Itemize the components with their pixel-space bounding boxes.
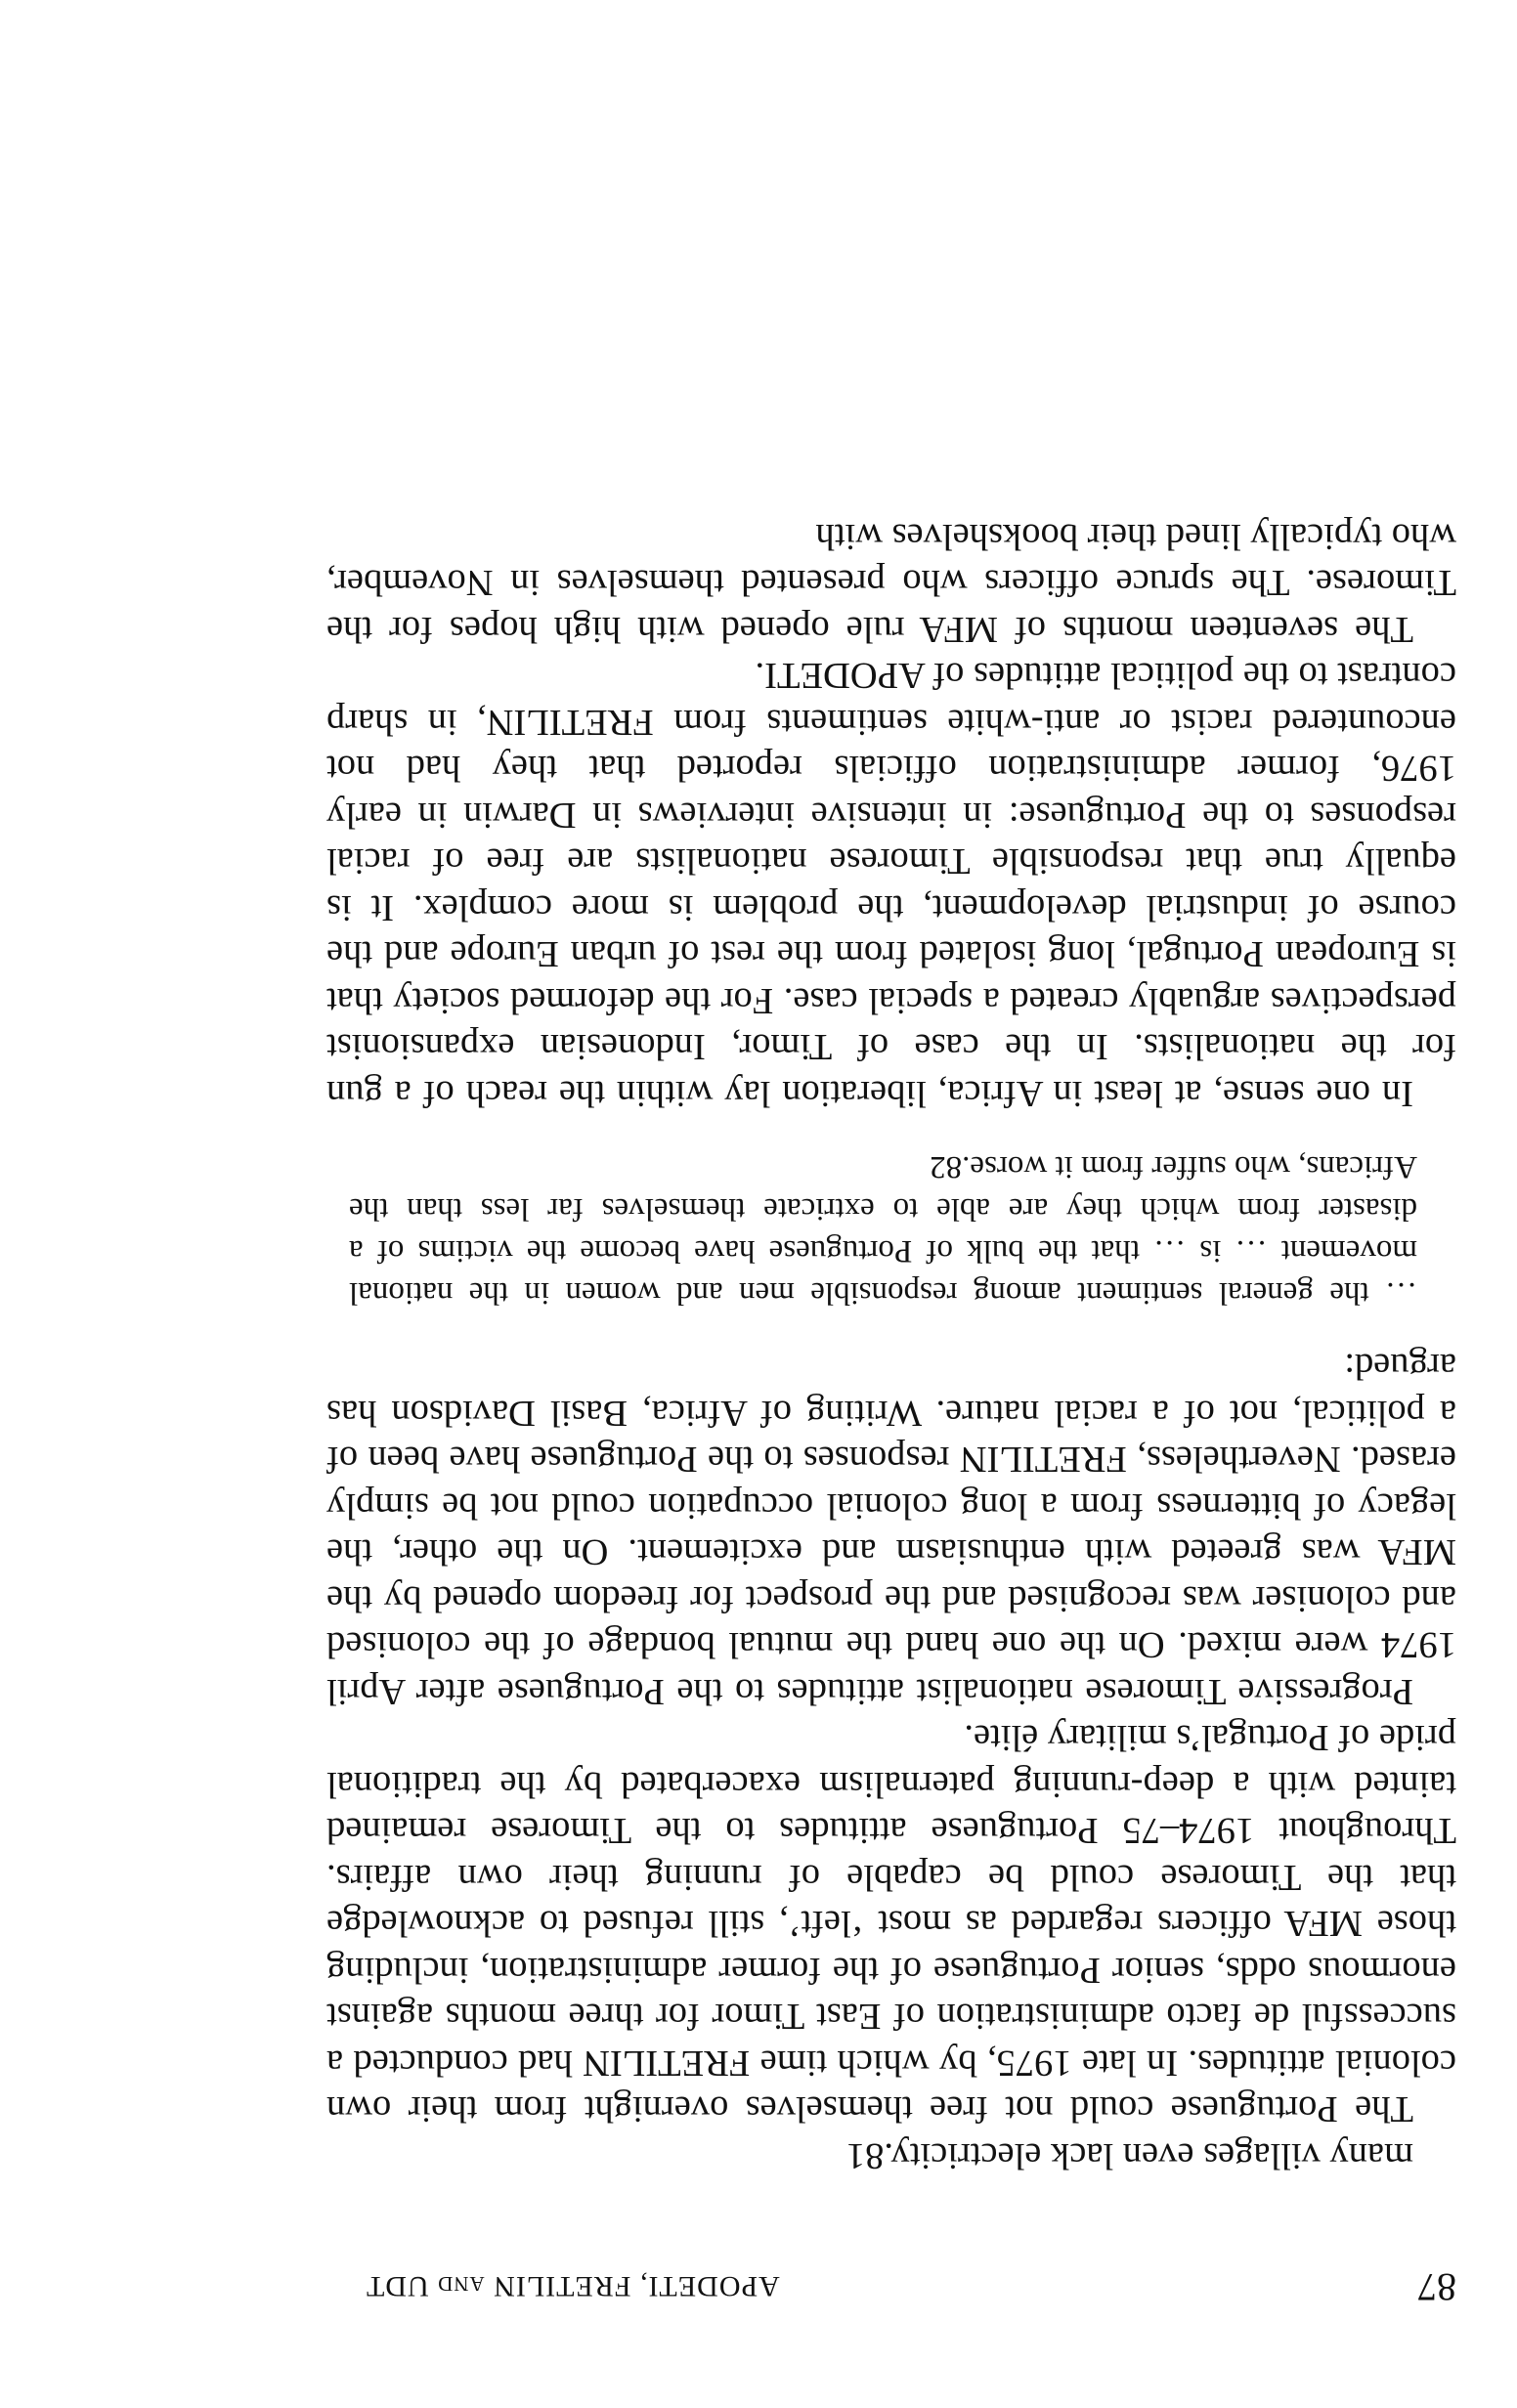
paragraph: The Portuguese could not free themselves overnight from their own colonial attitudes. In late 1975, by which time FRETILIN had conducted a successful de facto administration of East Timor for three months against enormous odds, senior Portuguese of the former administration, including those MFA officers regarded as most ‘left’, still refused to acknowledge that the Timorese could be capable of running their own affairs. Throughout 1974–75 Portuguese attitudes to the Timorese remained tainted with a deep-running paternalism exacerbated by the traditional pride of Portugal’s military élite. [326, 1717, 1456, 2130]
block-quote: … the general sentiment among responsible men and women in the national movement … is … that the bulk of Portuguese have become the victims of a disaster from which they are able to extricate themselves far less than the Africans, who suffer from it worse.82 [349, 1149, 1417, 1311]
body-text [326, 513, 1456, 2179]
paragraph: Progressive Timorese nationalist attitudes to the Portuguese after April 1974 were mixed. On the one hand the mutual bondage of the colonised and coloniser was recognised and the prospect for freedom opened by the MFA was greeted with enthusiasm and excitement. On the other, the legacy of bitterness from a long colonial occupation could not be simply erased. Nevertheless, FRETILIN responses to the Portuguese have been of a political, not of a racial nature. Writing of Africa, Basil Davidson has argued: [326, 1346, 1456, 1712]
paragraph-continued: many villages even lack electricity.81 [845, 2135, 1413, 2176]
paragraph: The seventeen months of MFA rule opened with high hopes for the Timorese. The spruce officers who presented themselves in November, who typically lined their bookshelves with [326, 516, 1456, 650]
page-number: 87 [1417, 2265, 1456, 2309]
running-title: APODETI, FRETILIN and UDT [366, 2270, 780, 2302]
page-header [326, 2261, 1456, 2310]
paragraph: In one sense, at least in Africa, liberation lay within the reach of a gun for the nationalists. In the case of Timor, Indonesian expansionist perspectives arguably created a special case. For the deformed society that is European Portugal, long isolated from the rest of urban Europe and the course of industrial development, the problem is more complex. It is equally true that responsible Timorese nationalists are free of racial responses to the Portuguese: in intensive interviews in Darwin in early 1976, former administration officials reported that they had not encountered racist or anti-white sentiments from FRETILIN, in sharp contrast to the political attitudes of APODETI. [326, 655, 1456, 1114]
